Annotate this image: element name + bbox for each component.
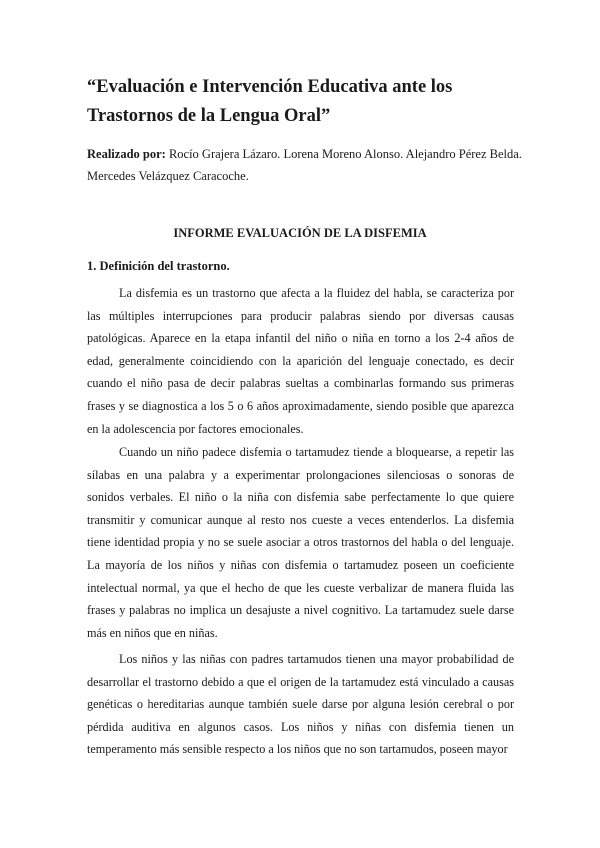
section-heading: 1. Definición del trastorno. (87, 259, 230, 273)
paragraph-1: La disfemia es un trastorno que afecta a la fluidez del habla, se caracteriza por las múltiples interrupciones para producir palabras siendo por diversas causas patológicas. Aparece en la etapa infantil del niño o niña en torno a los 2-4 años de edad, generalmente coincidiendo con la aparición del lenguaje conectado, es decir cuando el niño pasa de decir palabras sueltas a combinarlas formando sus primeras frases y se diagnostica a los 5 o 6 años aproximadamente, siendo posible que aparezca en la adolescencia por factores emocionales. (87, 286, 514, 436)
document-title-line-2: Trastornos de la Lengua Oral” (87, 106, 331, 126)
report-title: INFORME EVALUACIÓN DE LA DISFEMIA (173, 226, 427, 240)
authors-label: Realizado por: (87, 147, 166, 161)
authors-names: Rocío Grajera Lázaro. Lorena Moreno Alonso. Alejandro Pérez Belda. Mercedes Velázquez Caracoche. (87, 147, 522, 183)
document-title-line-1: “Evaluación e Intervención Educativa ante los (87, 77, 453, 97)
paragraph-2: Cuando un niño padece disfemia o tartamudez tiende a bloquearse, a repetir las sílabas en una palabra y a experimentar prolongaciones silenciosas o sonoras de sonidos verbales. El niño o la niña con disfemia sabe perfectamente lo que quiere transmitir y comunicar aunque al resto nos cueste a veces entenderlos. La disfemia tiene identidad propia y no se suele asociar a otros trastornos del habla o del lenguaje. La mayoría de los niños y niñas con disfemia o tartamudez poseen un coeficiente intelectual normal, ya que el hecho de que les cueste verbalizar de manera fluida las frases y palabras no implica un desajuste a nivel cognitivo. La tartamudez suele darse más en niños que en niñas. (87, 445, 514, 640)
paragraph-3: Los niños y las niñas con padres tartamudos tienen una mayor probabilidad de desarrollar el trastorno debido a que el origen de la tartamudez está vinculado a causas genéticas o hereditarias aunque también suele darse por alguna lesión cerebral o por pérdida auditiva en algunos casos. Los niños y niñas con disfemia tienen un temperamento más sensible respecto a los niños que no son tartamudos, poseen mayor (87, 652, 514, 757)
authors-line (87, 143, 527, 187)
